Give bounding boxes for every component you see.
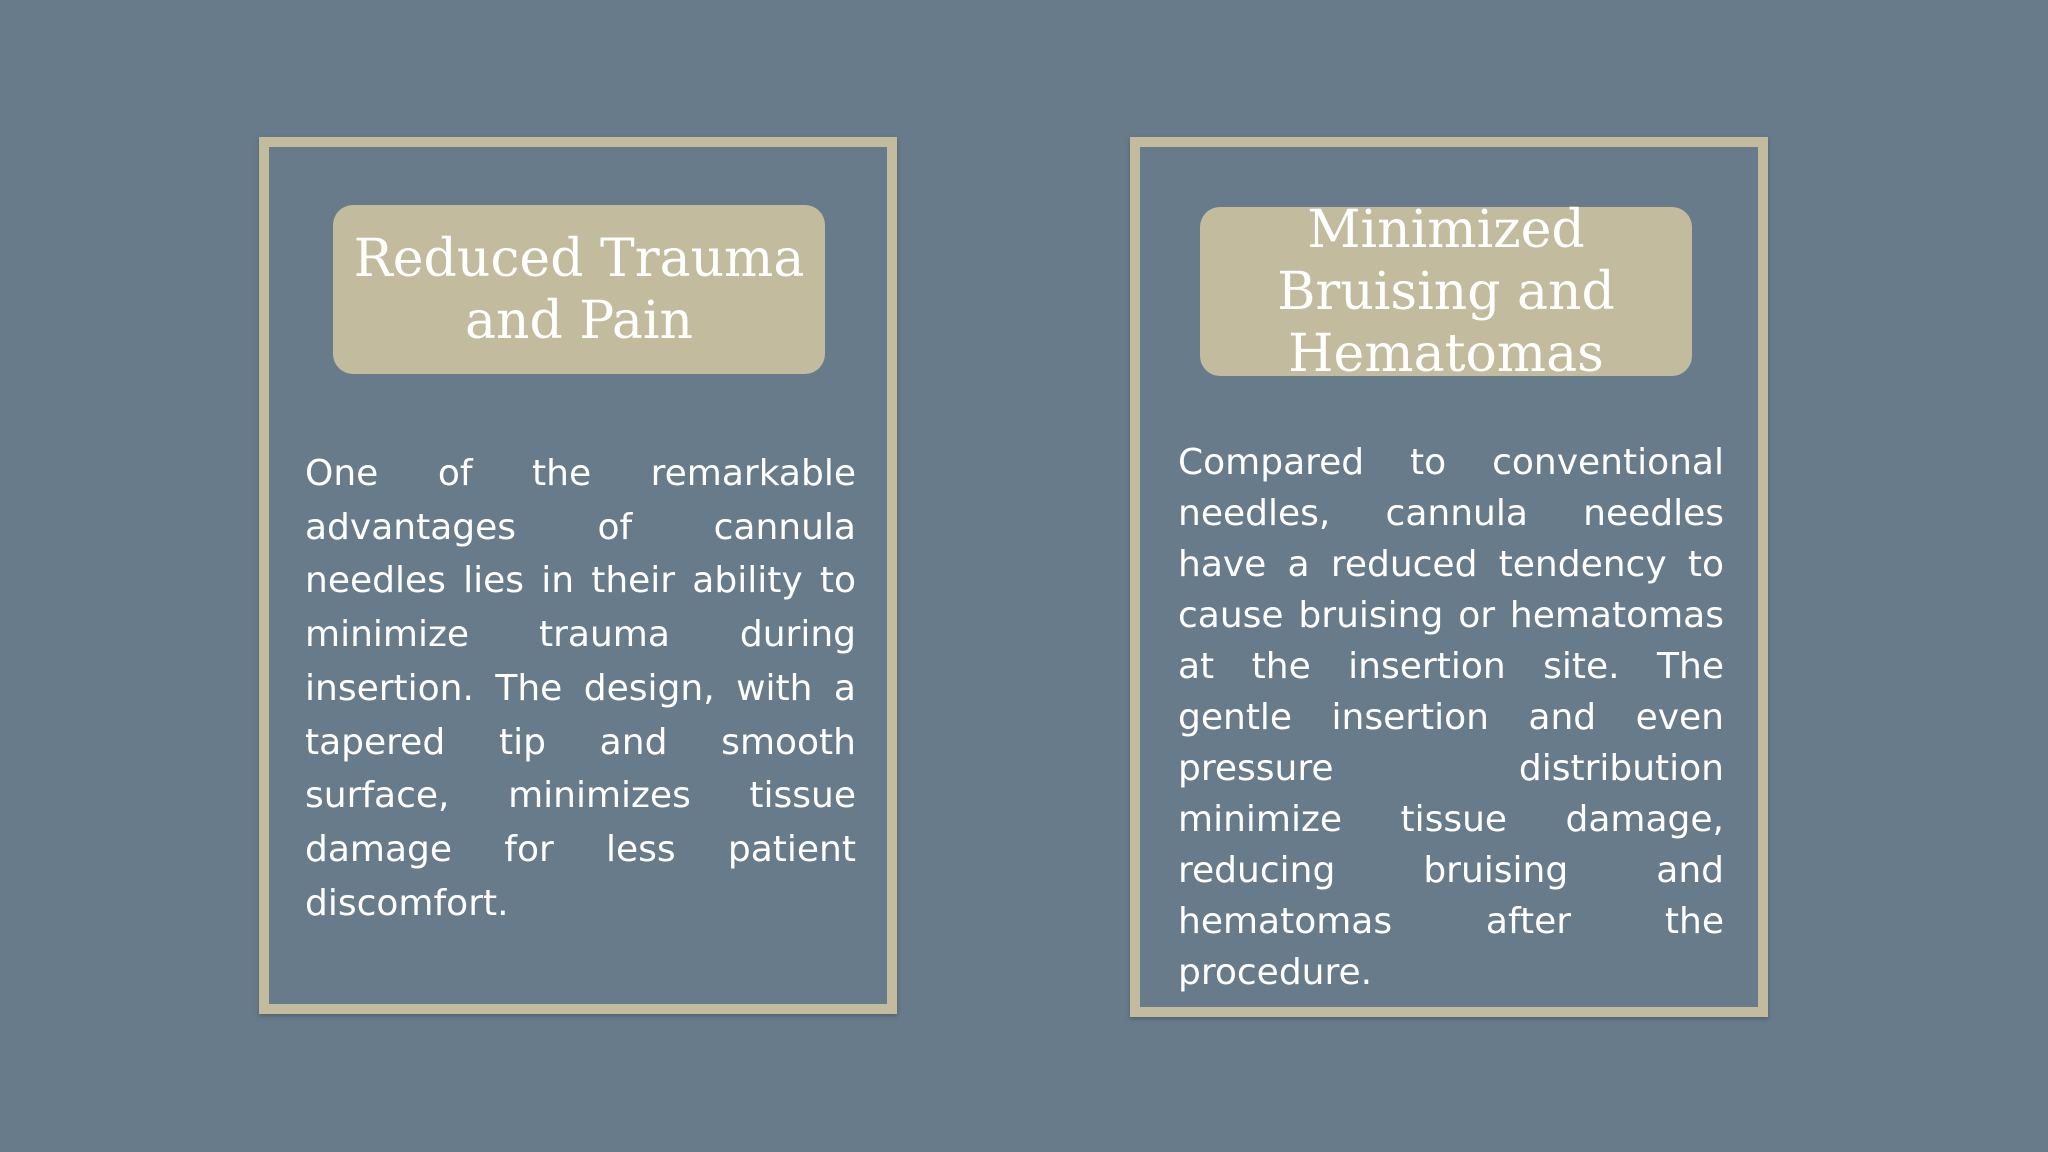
- card-title-box: [333, 205, 825, 374]
- card-body-text: Compared to conventional needles, cannula needles have a reduced tendency to cause bruising or hematomas at the insertion site. The gentle insertion and even pressure distribution minimize tissue damage, reducing bruising and hematomas after the procedure.: [1178, 442, 1724, 993]
- card-body-text: One of the remarkable advantages of cannula needles lies in their ability to minimize trauma during insertion. The design, with a tapered tip and smooth surface, minimizes tissue damage for less patient discomfort.: [305, 453, 856, 924]
- card-minimized-bruising: [1130, 137, 1768, 1017]
- card-title: Reduced Trauma and Pain: [353, 228, 805, 351]
- card-title: Minimized Bruising and Hematomas: [1277, 199, 1615, 384]
- card-title-box: [1200, 199, 1692, 384]
- card-reduced-trauma: [259, 137, 897, 1014]
